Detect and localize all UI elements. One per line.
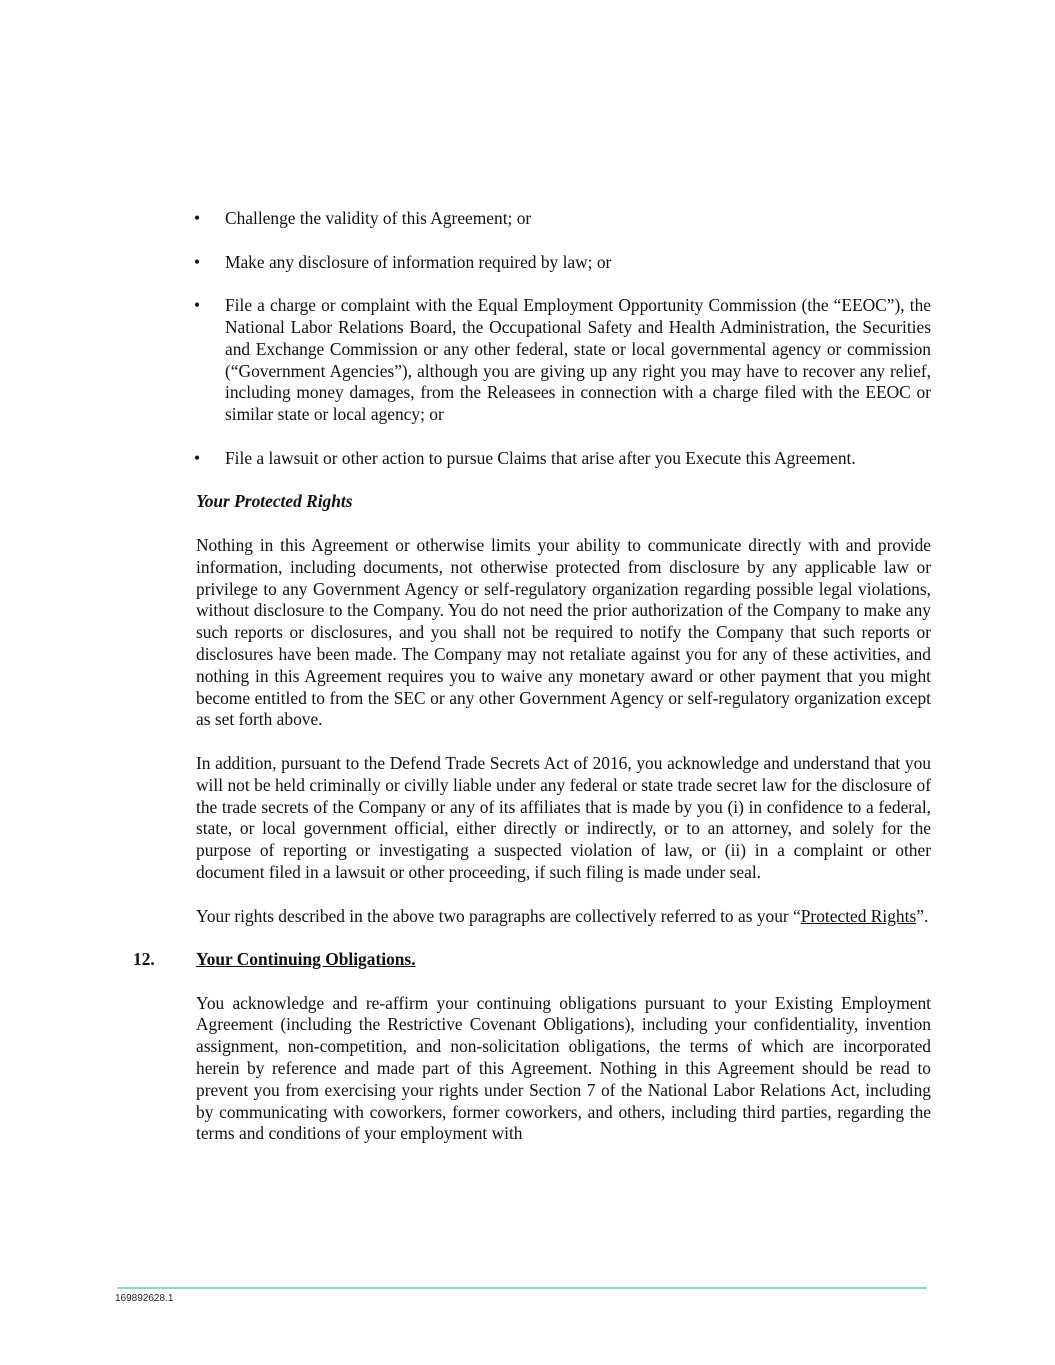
defined-term: Protected Rights [800,905,917,926]
footer-divider [117,1287,927,1289]
list-item-text: File a lawsuit or other action to pursue Claims that arise after you Execute this Agreement. [225,447,856,468]
section-12-heading [133,949,931,971]
list-item [196,252,931,274]
list-item-text: Make any disclosure of information required by law; or [225,251,612,272]
list-item [196,295,931,426]
list-item-text: File a charge or complaint with the Equal Employment Opportunity Commission (the “EEOC”), the National Labor Relations Board, the Occupational Safety and Health Administration, the Securities and Exchange Commission or any other federal, state or local governmental agency or commission (“Government Agencies”), although you are giving up any right you may have to recover any relief, including money damages, from the Releasees in connection with a charge filed with the EEOC or similar state or local agency; or [225,295,931,425]
document-body [133,208,931,1167]
protected-rights-paragraph-1: Nothing in this Agreement or otherwise limits your ability to communicate directly with and provide information, including documents, not otherwise protected from disclosure by any applicable law or privilege to any Government Agency or self-regulatory organization regarding possible legal violations, without disclosure to the Company. You do not need the prior authorization of the Company to make any such reports or disclosures, and you shall not be required to notify the Company that such reports or disclosures have been made. The Company may not retaliate against you for any of these activities, and nothing in this Agreement requires you to waive any monetary award or other payment that you might become entitled to from the SEC or any other Government Agency or self-regulatory organization except as set forth above. [196,534,931,730]
bullet-icon: • [194,208,201,228]
list-item-text: Challenge the validity of this Agreement; or [225,208,532,228]
paragraph-text: Your rights described in the above two paragraphs are collectively referred to as your “ [196,905,801,926]
list-item [196,448,931,470]
document-id: 169892628.1 [115,1293,174,1304]
protected-rights-paragraph-3 [196,906,931,928]
protected-rights-paragraph-2: In addition, pursuant to the Defend Trade Secrets Act of 2016, you acknowledge and understand that you will not be held criminally or civilly liable under any federal or state trade secret law for the disclosure of the trade secrets of the Company or any of its affiliates that is made by you (i) in confidence to a federal, state, or local government official, either directly or indirectly, or to an attorney, and solely for the purpose of reporting or investigating a suspected violation of law, or (ii) in a complaint or other document filed in a lawsuit or other proceeding, if such filing is made under seal. [196,752,931,882]
bullet-icon: • [194,447,201,468]
list-item [196,208,931,230]
bullet-icon: • [194,251,201,272]
paragraph-text: ”. [916,905,929,926]
bullet-icon: • [194,295,201,316]
section-title: Your Continuing Obligations. [196,949,416,970]
section-12-body: You acknowledge and re-affirm your continuing obligations pursuant to your Existing Employment Agreement (including the Restrictive Covenant Obligations), including your confidentiality, invention assignment, non-competition, and non-solicitation obligations, the terms of which are incorporated herein by reference and made part of this Agreement. Nothing in this Agreement should be read to prevent you from exercising your rights under Section 7 of the National Labor Relations Act, including by communicating with coworkers, former coworkers, and others, including third parties, regarding the terms and conditions of your employment with [196,992,931,1144]
protected-rights-heading: Your Protected Rights [196,491,353,512]
section-number: 12. [133,949,155,970]
